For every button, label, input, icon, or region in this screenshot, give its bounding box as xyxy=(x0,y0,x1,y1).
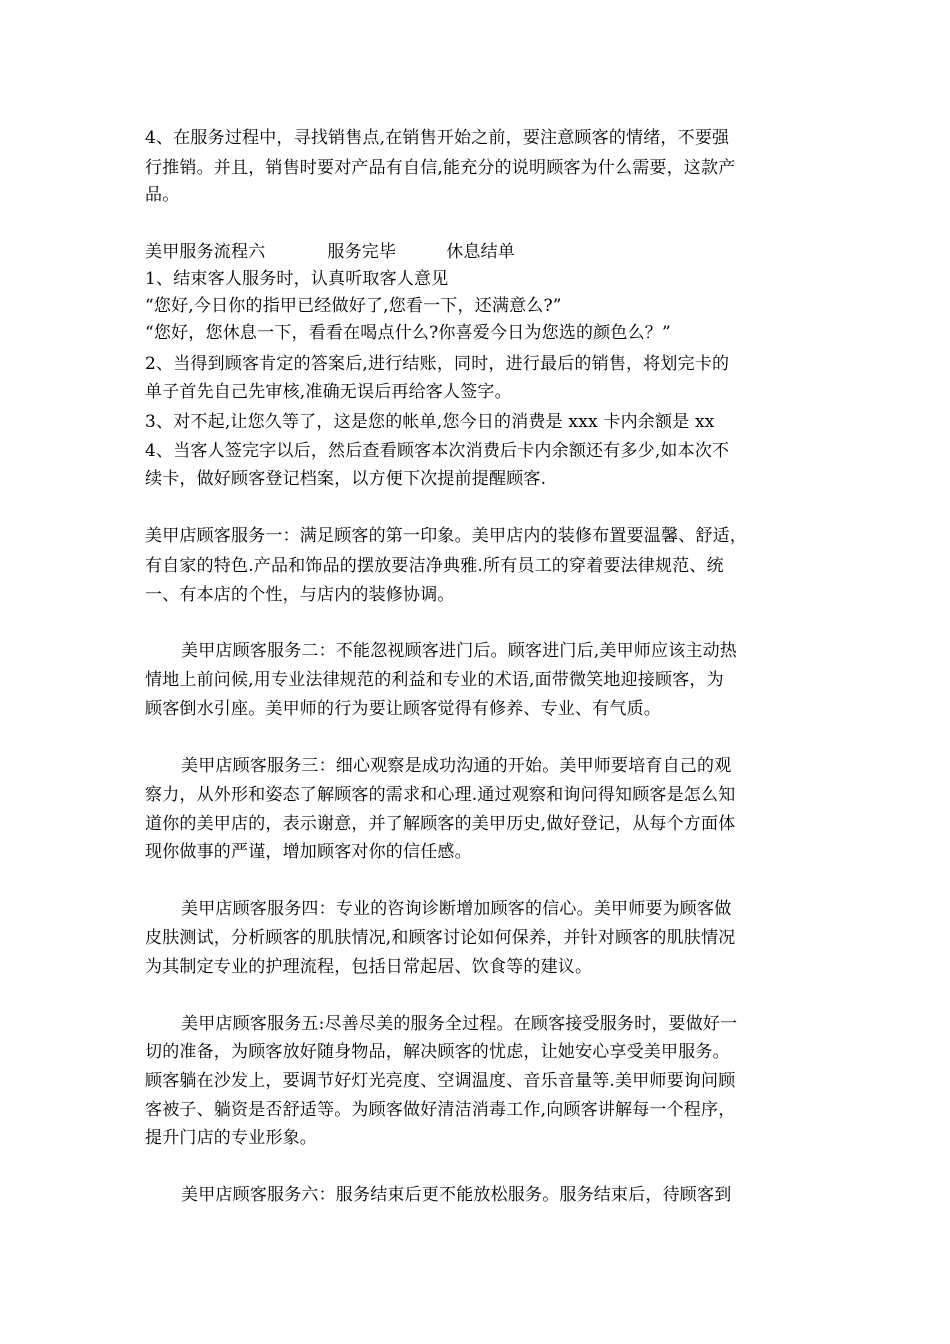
paragraph-line: 有自家的特色.产品和饰品的摆放要洁净典雅.所有员工的穿着要法律规范、统 xyxy=(145,556,724,576)
paragraph-line: 情地上前问候,用专业法律规范的利益和专业的术语,面带微笑地迎接顾客，为 xyxy=(145,670,724,690)
paragraph-line: 皮肤测试，分析顾客的肌肤情况,和顾客讨论如何保养，并针对顾客的肌肤情况 xyxy=(145,928,736,948)
paragraph-line: 2、当得到顾客肯定的答案后,进行结账，同时，进行最后的销售，将划完卡的 xyxy=(145,354,730,374)
paragraph-line: 道你的美甲店的，表示谢意，并了解顾客的美甲历史,做好登记，从每个方面体 xyxy=(145,814,736,834)
section-step: 服务完毕 xyxy=(327,242,397,262)
paragraph-line: 客被子、躺资是否舒适等。为顾客做好清洁消毒工作,向顾客讲解每一个程序， xyxy=(145,1100,736,1120)
paragraph-line: 顾客躺在沙发上，要调节好灯光亮度、空调温度、音乐音量等.美甲师要询问顾 xyxy=(145,1071,736,1091)
paragraph-line: 4、在服务过程中，寻找销售点,在销售开始之前，要注意顾客的情绪，不要强 xyxy=(145,128,730,148)
paragraph-line: 4、当客人签完字以后，然后查看顾客本次消费后卡内余额还有多少,如本次不 xyxy=(145,441,730,461)
section-heading xyxy=(145,240,515,264)
paragraph-line: 美甲店顾客服务六：服务结束后更不能放松服务。服务结束后，待顾客到 xyxy=(181,1185,732,1205)
section-title: 美甲服务流程六 xyxy=(145,242,266,262)
quote-line: “您好，您休息一下，看看在喝点什么?你喜爱今日为您选的颜色么？” xyxy=(145,323,671,343)
paragraph-line: 美甲店顾客服务五:尽善尽美的服务全过程。在顾客接受服务时，要做好一 xyxy=(181,1014,738,1034)
paragraph-line: 单子首先自己先审核,准确无误后再给客人签字。 xyxy=(145,382,512,402)
paragraph-line: 行推销。并且，销售时要对产品有自信,能充分的说明顾客为什么需要，这款产 xyxy=(145,158,736,178)
paragraph-line: 美甲店顾客服务一：满足顾客的第一印象。美甲店内的装修布置要温馨、舒适， xyxy=(145,526,747,546)
paragraph-line: 顾客倒水引座。美甲师的行为要让顾客觉得有修养、专业、有气质。 xyxy=(145,699,661,719)
paragraph-line: 1、结束客人服务时，认真听取客人意见 xyxy=(145,269,449,289)
quote-line: “您好,今日你的指甲已经做好了,您看一下，还满意么?” xyxy=(145,296,562,316)
paragraph-line: 美甲店顾客服务四：专业的咨询诊断增加顾客的信心。美甲师要为顾客做 xyxy=(181,899,732,919)
paragraph-line: 提升门店的专业形象。 xyxy=(145,1128,317,1148)
section-action: 休息结单 xyxy=(446,242,516,262)
paragraph-line: 品。 xyxy=(145,185,180,205)
paragraph-line: 3、对不起,让您久等了，这是您的帐单,您今日的消费是 xxx 卡内余额是 xx xyxy=(145,412,715,432)
paragraph-line: 一、有本店的个性，与店内的装修协调。 xyxy=(145,585,455,605)
paragraph-line: 察力，从外形和姿态了解顾客的需求和心理.通过观察和询问得知顾客是怎么知 xyxy=(145,785,736,805)
paragraph-line: 为其制定专业的护理流程，包括日常起居、饮食等的建议。 xyxy=(145,957,593,977)
paragraph-line: 美甲店顾客服务二：不能忽视顾客进门后。顾客进门后,美甲师应该主动热 xyxy=(181,641,738,661)
paragraph-line: 切的准备，为顾客放好随身物品，解决顾客的忧虑，让她安心享受美甲服务。 xyxy=(145,1042,730,1062)
paragraph-line: 续卡，做好顾客登记档案，以方便下次提前提醒顾客. xyxy=(145,469,547,489)
paragraph-line: 美甲店顾客服务三：细心观察是成功沟通的开始。美甲师要培育自己的观 xyxy=(181,756,732,776)
paragraph-line: 现你做事的严谨，增加顾客对你的信任感。 xyxy=(145,842,472,862)
